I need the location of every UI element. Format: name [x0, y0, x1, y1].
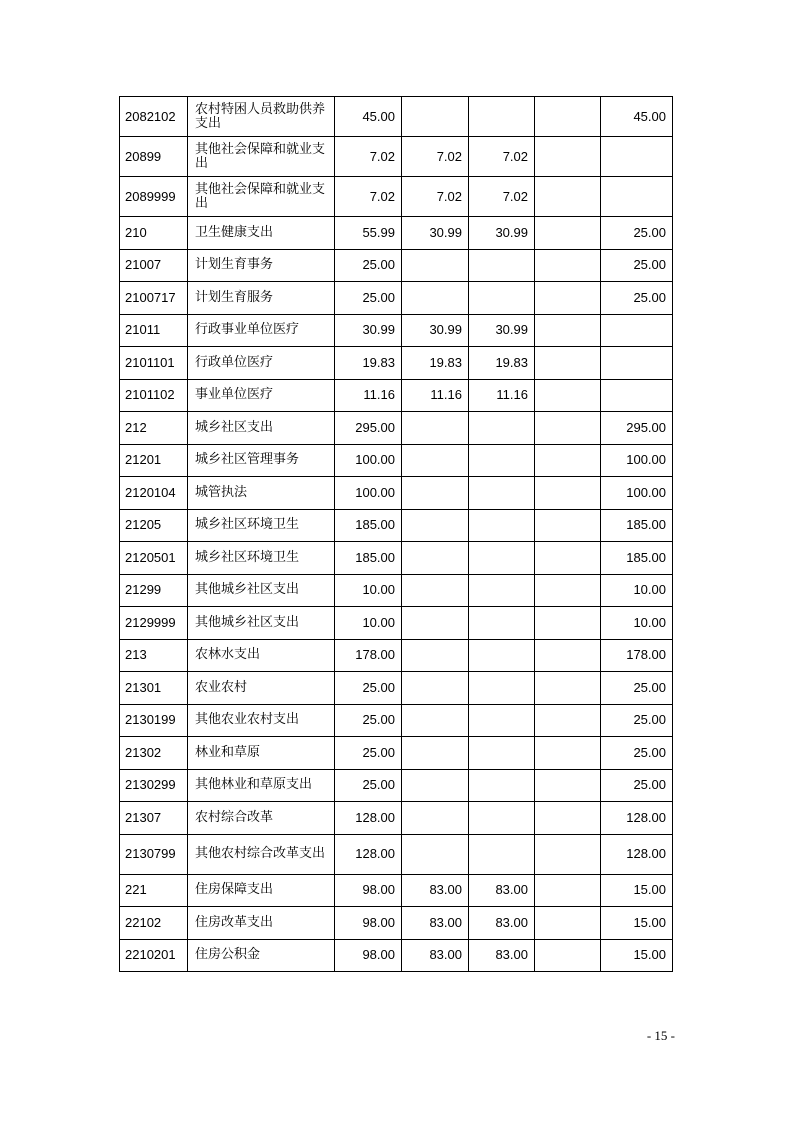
cell-total: 178.00	[335, 639, 402, 672]
cell-col2: 11.16	[469, 379, 535, 412]
cell-col4: 185.00	[601, 509, 673, 542]
cell-code: 2089999	[120, 177, 188, 217]
cell-col1: 7.02	[402, 137, 469, 177]
cell-col3	[535, 802, 601, 835]
cell-col4	[601, 137, 673, 177]
cell-col2	[469, 769, 535, 802]
cell-name: 行政单位医疗	[188, 347, 335, 380]
table-row	[120, 249, 673, 282]
cell-col3	[535, 347, 601, 380]
cell-code: 22102	[120, 907, 188, 940]
cell-col3	[535, 97, 601, 137]
cell-col2	[469, 509, 535, 542]
cell-total: 25.00	[335, 249, 402, 282]
cell-total: 10.00	[335, 574, 402, 607]
cell-col4: 185.00	[601, 542, 673, 575]
cell-col1	[402, 444, 469, 477]
cell-col4: 10.00	[601, 607, 673, 640]
cell-col3	[535, 177, 601, 217]
cell-col3	[535, 737, 601, 770]
cell-name: 其他社会保障和就业支出	[188, 137, 335, 177]
table-row	[120, 137, 673, 177]
cell-total: 7.02	[335, 177, 402, 217]
cell-col2: 83.00	[469, 874, 535, 907]
cell-col4	[601, 314, 673, 347]
cell-code: 2130799	[120, 834, 188, 874]
cell-col4: 25.00	[601, 769, 673, 802]
cell-col2	[469, 802, 535, 835]
cell-col4: 100.00	[601, 444, 673, 477]
cell-col4: 15.00	[601, 874, 673, 907]
cell-col2	[469, 444, 535, 477]
cell-code: 21011	[120, 314, 188, 347]
table-row	[120, 477, 673, 510]
cell-col3	[535, 639, 601, 672]
cell-col1	[402, 769, 469, 802]
cell-col1	[402, 574, 469, 607]
cell-total: 100.00	[335, 444, 402, 477]
cell-name: 行政事业单位医疗	[188, 314, 335, 347]
cell-total: 55.99	[335, 217, 402, 250]
cell-code: 21007	[120, 249, 188, 282]
cell-col1	[402, 249, 469, 282]
cell-col4: 25.00	[601, 217, 673, 250]
cell-total: 25.00	[335, 672, 402, 705]
cell-total: 185.00	[335, 509, 402, 542]
cell-col1: 30.99	[402, 217, 469, 250]
cell-col4: 10.00	[601, 574, 673, 607]
cell-code: 2100717	[120, 282, 188, 315]
cell-total: 11.16	[335, 379, 402, 412]
cell-col1: 83.00	[402, 874, 469, 907]
cell-code: 212	[120, 412, 188, 445]
table-row	[120, 177, 673, 217]
cell-name: 其他城乡社区支出	[188, 607, 335, 640]
cell-col1: 83.00	[402, 939, 469, 972]
cell-total: 98.00	[335, 907, 402, 940]
cell-col1	[402, 97, 469, 137]
cell-code: 21301	[120, 672, 188, 705]
cell-col2: 19.83	[469, 347, 535, 380]
cell-total: 25.00	[335, 704, 402, 737]
cell-col1	[402, 607, 469, 640]
cell-total: 25.00	[335, 769, 402, 802]
table-row	[120, 379, 673, 412]
table-row	[120, 639, 673, 672]
cell-col3	[535, 574, 601, 607]
table-row	[120, 542, 673, 575]
cell-col4: 128.00	[601, 834, 673, 874]
cell-name: 农村综合改革	[188, 802, 335, 835]
cell-col2	[469, 607, 535, 640]
table-row	[120, 672, 673, 705]
cell-code: 2101102	[120, 379, 188, 412]
cell-name: 林业和草原	[188, 737, 335, 770]
cell-total: 98.00	[335, 939, 402, 972]
cell-col2: 83.00	[469, 907, 535, 940]
cell-col4: 25.00	[601, 704, 673, 737]
cell-name: 住房保障支出	[188, 874, 335, 907]
cell-col1	[402, 542, 469, 575]
table-row	[120, 574, 673, 607]
table-row	[120, 874, 673, 907]
cell-name: 城乡社区环境卫生	[188, 509, 335, 542]
cell-col2: 30.99	[469, 314, 535, 347]
cell-col4: 45.00	[601, 97, 673, 137]
cell-total: 25.00	[335, 282, 402, 315]
cell-name: 其他农业农村支出	[188, 704, 335, 737]
cell-col3	[535, 444, 601, 477]
table-body	[120, 97, 673, 972]
cell-name: 其他农村综合改革支出	[188, 834, 335, 874]
cell-name: 其他社会保障和就业支出	[188, 177, 335, 217]
cell-col1	[402, 639, 469, 672]
cell-col1	[402, 672, 469, 705]
cell-name: 农林水支出	[188, 639, 335, 672]
cell-col2	[469, 412, 535, 445]
table-row	[120, 769, 673, 802]
cell-name: 事业单位医疗	[188, 379, 335, 412]
table-row	[120, 907, 673, 940]
cell-col2	[469, 574, 535, 607]
table-row	[120, 314, 673, 347]
cell-name: 其他城乡社区支出	[188, 574, 335, 607]
cell-name: 农业农村	[188, 672, 335, 705]
cell-col4: 128.00	[601, 802, 673, 835]
cell-code: 2129999	[120, 607, 188, 640]
cell-total: 295.00	[335, 412, 402, 445]
cell-col4: 25.00	[601, 672, 673, 705]
cell-col3	[535, 672, 601, 705]
cell-total: 98.00	[335, 874, 402, 907]
cell-col3	[535, 542, 601, 575]
cell-name: 农村特困人员救助供养支出	[188, 97, 335, 137]
cell-col1	[402, 802, 469, 835]
table-row	[120, 802, 673, 835]
cell-col2	[469, 672, 535, 705]
cell-col1: 11.16	[402, 379, 469, 412]
table-row	[120, 704, 673, 737]
cell-col1: 19.83	[402, 347, 469, 380]
cell-name: 卫生健康支出	[188, 217, 335, 250]
cell-code: 21205	[120, 509, 188, 542]
cell-col1	[402, 834, 469, 874]
cell-col1	[402, 477, 469, 510]
cell-total: 100.00	[335, 477, 402, 510]
cell-code: 213	[120, 639, 188, 672]
cell-col1	[402, 282, 469, 315]
cell-name: 住房改革支出	[188, 907, 335, 940]
table-row	[120, 737, 673, 770]
cell-total: 10.00	[335, 607, 402, 640]
cell-col1: 83.00	[402, 907, 469, 940]
budget-table	[119, 96, 673, 972]
cell-col3	[535, 509, 601, 542]
cell-col1: 30.99	[402, 314, 469, 347]
cell-col2: 83.00	[469, 939, 535, 972]
cell-code: 20899	[120, 137, 188, 177]
page-number: - 15 -	[646, 1028, 675, 1043]
cell-col4	[601, 177, 673, 217]
table-row	[120, 444, 673, 477]
cell-col3	[535, 907, 601, 940]
cell-col2	[469, 249, 535, 282]
cell-col4: 25.00	[601, 737, 673, 770]
cell-code: 21302	[120, 737, 188, 770]
cell-col4: 178.00	[601, 639, 673, 672]
cell-col2	[469, 639, 535, 672]
cell-name: 计划生育事务	[188, 249, 335, 282]
cell-col1	[402, 509, 469, 542]
cell-name: 计划生育服务	[188, 282, 335, 315]
cell-col4: 295.00	[601, 412, 673, 445]
cell-col4: 25.00	[601, 249, 673, 282]
cell-total: 30.99	[335, 314, 402, 347]
cell-name: 城乡社区环境卫生	[188, 542, 335, 575]
table-row	[120, 412, 673, 445]
cell-col2: 7.02	[469, 177, 535, 217]
cell-col2: 7.02	[469, 137, 535, 177]
table-row	[120, 282, 673, 315]
cell-col3	[535, 137, 601, 177]
cell-total: 185.00	[335, 542, 402, 575]
cell-col2: 30.99	[469, 217, 535, 250]
table-row	[120, 939, 673, 972]
cell-col1	[402, 412, 469, 445]
cell-col3	[535, 412, 601, 445]
cell-col4: 15.00	[601, 939, 673, 972]
cell-col3	[535, 874, 601, 907]
cell-code: 210	[120, 217, 188, 250]
cell-col1	[402, 737, 469, 770]
cell-col4: 100.00	[601, 477, 673, 510]
table-row	[120, 97, 673, 137]
cell-col2	[469, 834, 535, 874]
cell-total: 128.00	[335, 802, 402, 835]
cell-name: 其他林业和草原支出	[188, 769, 335, 802]
cell-code: 2120104	[120, 477, 188, 510]
table-row	[120, 607, 673, 640]
cell-col1: 7.02	[402, 177, 469, 217]
cell-col2	[469, 477, 535, 510]
cell-col2	[469, 737, 535, 770]
cell-code: 21307	[120, 802, 188, 835]
cell-col3	[535, 704, 601, 737]
cell-code: 2120501	[120, 542, 188, 575]
cell-col3	[535, 217, 601, 250]
cell-code: 2082102	[120, 97, 188, 137]
cell-code: 21201	[120, 444, 188, 477]
cell-name: 城乡社区管理事务	[188, 444, 335, 477]
cell-name: 城乡社区支出	[188, 412, 335, 445]
cell-col3	[535, 282, 601, 315]
cell-code: 2130199	[120, 704, 188, 737]
cell-col4: 15.00	[601, 907, 673, 940]
table-row	[120, 834, 673, 874]
cell-code: 21299	[120, 574, 188, 607]
cell-col3	[535, 607, 601, 640]
cell-col4	[601, 347, 673, 380]
cell-total: 128.00	[335, 834, 402, 874]
cell-total: 7.02	[335, 137, 402, 177]
cell-col3	[535, 834, 601, 874]
cell-col3	[535, 314, 601, 347]
cell-col3	[535, 769, 601, 802]
cell-col2	[469, 97, 535, 137]
table-row	[120, 217, 673, 250]
cell-col3	[535, 939, 601, 972]
cell-code: 2101101	[120, 347, 188, 380]
cell-col4	[601, 379, 673, 412]
cell-col2	[469, 282, 535, 315]
cell-col3	[535, 379, 601, 412]
table-row	[120, 509, 673, 542]
cell-col4: 25.00	[601, 282, 673, 315]
cell-name: 城管执法	[188, 477, 335, 510]
cell-col3	[535, 477, 601, 510]
cell-total: 25.00	[335, 737, 402, 770]
table-row	[120, 347, 673, 380]
cell-code: 2130299	[120, 769, 188, 802]
cell-col2	[469, 542, 535, 575]
cell-name: 住房公积金	[188, 939, 335, 972]
cell-code: 2210201	[120, 939, 188, 972]
cell-total: 45.00	[335, 97, 402, 137]
cell-col1	[402, 704, 469, 737]
cell-total: 19.83	[335, 347, 402, 380]
cell-col3	[535, 249, 601, 282]
cell-col2	[469, 704, 535, 737]
cell-code: 221	[120, 874, 188, 907]
